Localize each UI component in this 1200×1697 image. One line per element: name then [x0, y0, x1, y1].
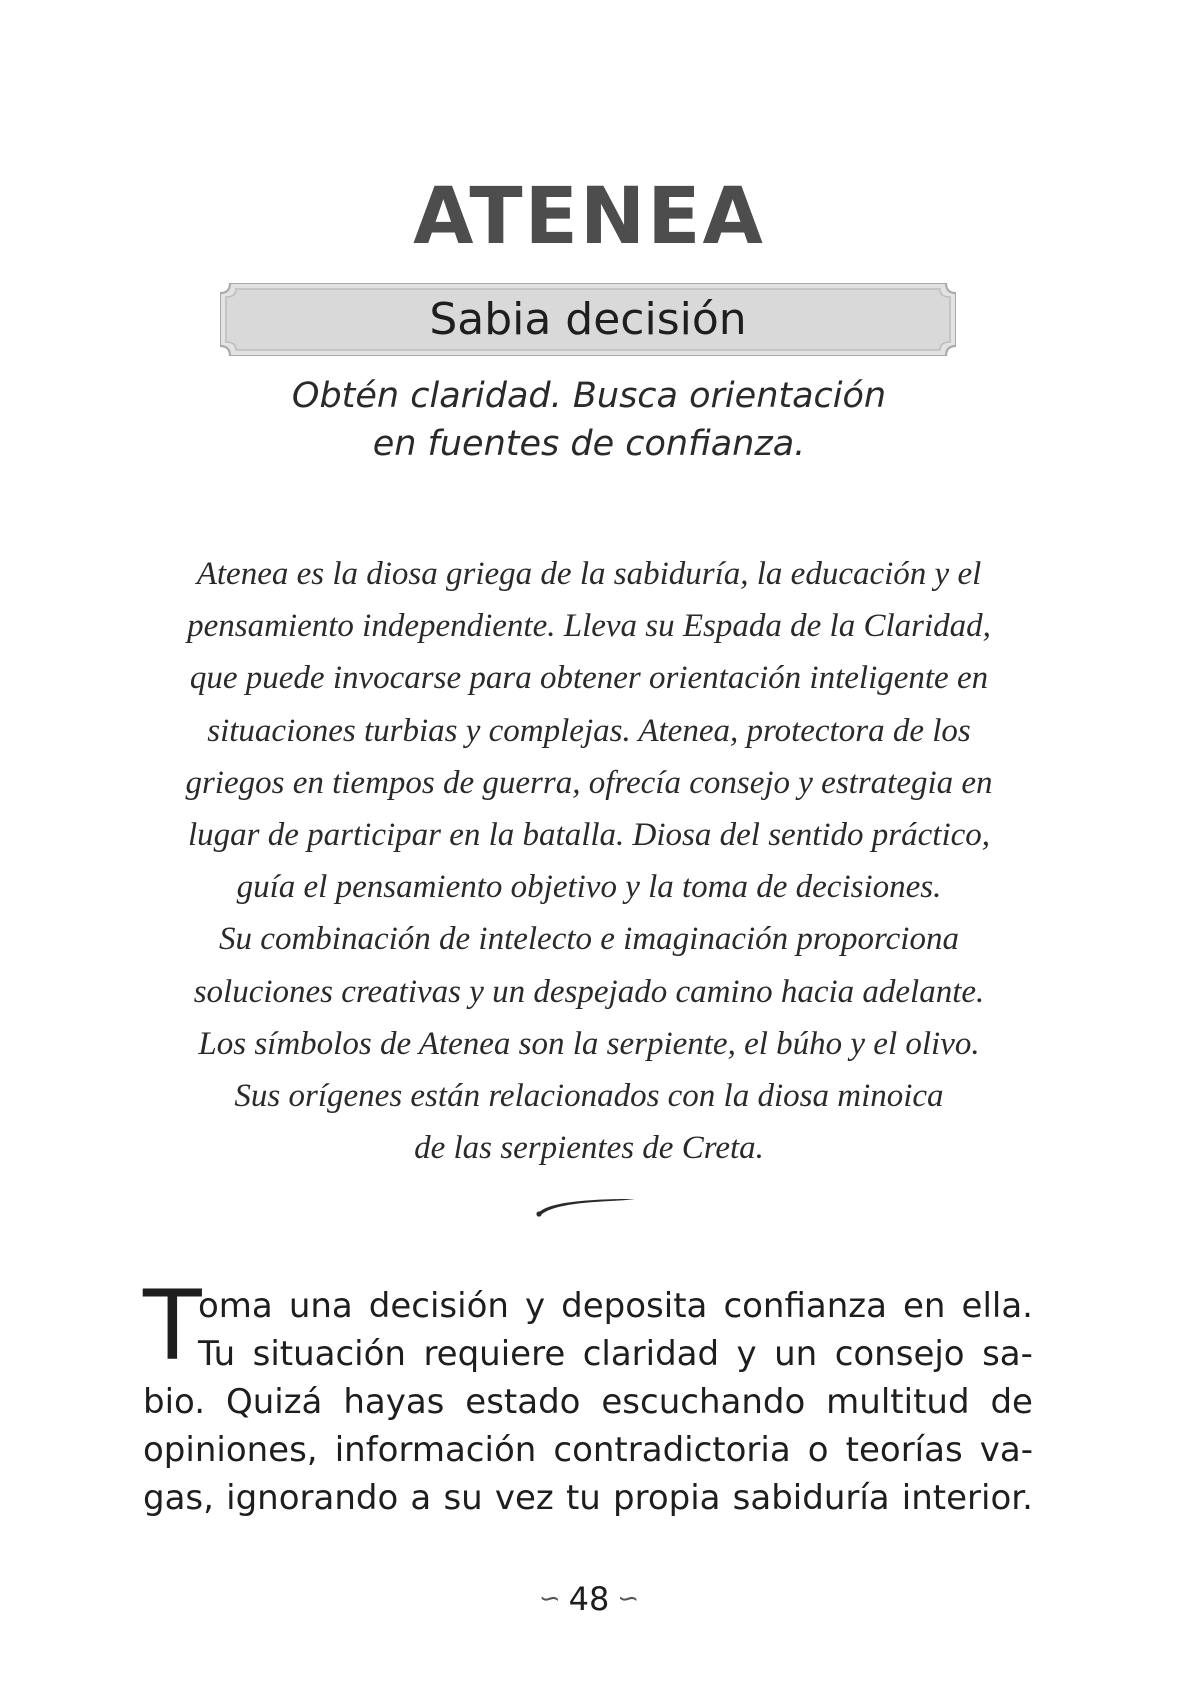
intro-line: guía el pensamiento objetivo y la toma de decisiones.	[236, 869, 942, 906]
tagline-line: Obtén claridad. Busca orientación	[291, 376, 887, 416]
subtitle-banner	[220, 283, 956, 356]
dropcap-letter: T	[143, 1270, 202, 1382]
intro-paragraph	[120, 548, 1058, 1174]
page-number: 48	[568, 1580, 610, 1618]
subtitle: Sabia decisión	[429, 294, 747, 345]
intro-line: situaciones turbias y complejas. Atenea, protectora de los	[207, 712, 971, 749]
body-line: gas, ignorando a su vez tu propia sabiduría interior.	[143, 1478, 1033, 1518]
intro-line: Atenea es la diosa griega de la sabiduría, la educación y el	[196, 556, 982, 592]
swirl-right-icon: ∽	[617, 1584, 640, 1614]
dropcap-block	[143, 1270, 1033, 1382]
body-line: bio. Quizá hayas estado escuchando multitud de	[143, 1382, 1033, 1422]
body-line: Tu situación requiere claridad y un consejo sa-	[198, 1334, 1033, 1374]
tagline	[150, 372, 1028, 468]
intro-line: Sus orígenes están relacionados con la diosa minoica	[234, 1078, 944, 1115]
intro-line: griegos en tiempos de guerra, ofrecía consejo y estrategia en	[185, 764, 993, 801]
page-number-footer	[0, 1580, 1178, 1618]
dropcap-lines	[198, 1282, 1033, 1378]
intro-line: Su combinación de intelecto e imaginación proporciona	[219, 921, 959, 958]
intro-line: de las serpientes de Creta.	[414, 1130, 764, 1167]
tagline-line: en fuentes de confianza.	[372, 424, 806, 464]
intro-line: lugar de participar en la batalla. Diosa del sentido práctico,	[187, 817, 991, 854]
body-line: opiniones, información contradictoria o teorías va-	[143, 1430, 1033, 1470]
flourish-ornament	[535, 1193, 637, 1219]
intro-line: que puede invocarse para obtener orientación inteligente en	[189, 660, 989, 697]
intro-line: soluciones creativas y un despejado camino hacia adelante.	[193, 973, 985, 1010]
body-paragraph	[143, 1270, 1033, 1522]
intro-line: Los símbolos de Atenea son la serpiente, el búho y el olivo.	[198, 1025, 980, 1062]
swirl-left-icon: ∽	[538, 1584, 561, 1614]
page-title: ATENEA	[413, 172, 765, 262]
intro-line: pensamiento independiente. Lleva su Espada de la Claridad,	[187, 608, 991, 645]
body-line: oma una decisión y deposita confianza en ella.	[198, 1286, 1033, 1326]
